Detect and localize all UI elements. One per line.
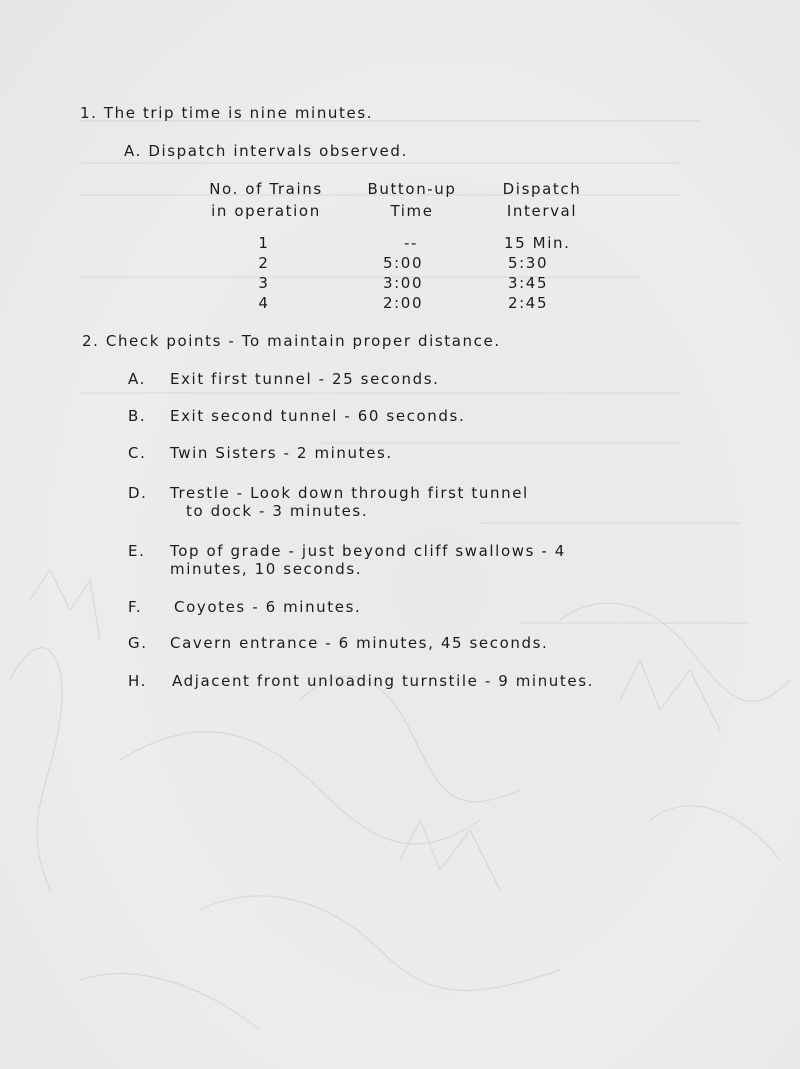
bleed-through-line [320,430,680,444]
checkpoint-e-letter: E. [128,542,146,560]
checkpoint-c-text: Twin Sisters - 2 minutes. [170,444,393,462]
bleed-through-line [520,610,750,624]
checkpoint-f-letter: F. [128,598,143,616]
section-1-heading: 1. The trip time is nine minutes. [80,104,374,122]
checkpoint-b-letter: B. [128,407,147,425]
header-trains-line1: No. of Trains [209,180,323,198]
checkpoint-a-letter: A. [128,370,146,388]
checkpoint-d-text-line2: to dock - 3 minutes. [186,502,369,520]
bleed-through-line [480,510,740,524]
checkpoint-e-text-line1: Top of grade - just beyond cliff swallows - 4 [170,542,566,560]
header-button-line1: Button-up [367,180,457,198]
row1-button: -- [404,234,419,252]
row3-dispatch: 3:45 [508,274,549,292]
checkpoint-h-text: Adjacent front unloading turnstile - 9 minutes. [172,672,595,690]
bleed-through-line [80,264,640,278]
header-trains-line2: in operation [211,202,321,220]
checkpoint-f-text: Coyotes - 6 minutes. [174,598,362,616]
checkpoint-e-text-line2: minutes, 10 seconds. [170,560,363,578]
row2-dispatch: 5:30 [508,254,549,272]
row4-dispatch: 2:45 [508,294,549,312]
subsection-a-heading: A. Dispatch intervals observed. [124,142,408,160]
checkpoint-b-text: Exit second tunnel - 60 seconds. [170,407,466,425]
header-button-up [362,178,462,222]
row2-trains: 2 [258,254,270,272]
checkpoint-h-letter: H. [128,672,147,690]
header-dispatch-line2: Interval [506,202,578,220]
header-trains [196,178,336,222]
header-button-line2: Time [390,202,434,220]
row4-button: 2:00 [383,294,424,312]
row1-dispatch: 15 Min. [504,234,571,252]
checkpoint-g-letter: G. [128,634,148,652]
checkpoint-c-letter: C. [128,444,147,462]
checkpoint-d-letter: D. [128,484,148,502]
checkpoint-a-text: Exit first tunnel - 25 seconds. [170,370,440,388]
background-sketch [0,560,800,1040]
header-dispatch [492,178,592,222]
row4-trains: 4 [258,294,270,312]
row3-trains: 3 [258,274,270,292]
checkpoint-d-text-line1: Trestle - Look down through first tunnel [170,484,529,502]
row2-button: 5:00 [383,254,424,272]
row1-trains: 1 [258,234,270,252]
header-dispatch-line1: Dispatch [502,180,582,198]
row3-button: 3:00 [383,274,424,292]
checkpoint-g-text: Cavern entrance - 6 minutes, 45 seconds. [170,634,549,652]
section-2-heading: 2. Check points - To maintain proper distance. [82,332,501,350]
